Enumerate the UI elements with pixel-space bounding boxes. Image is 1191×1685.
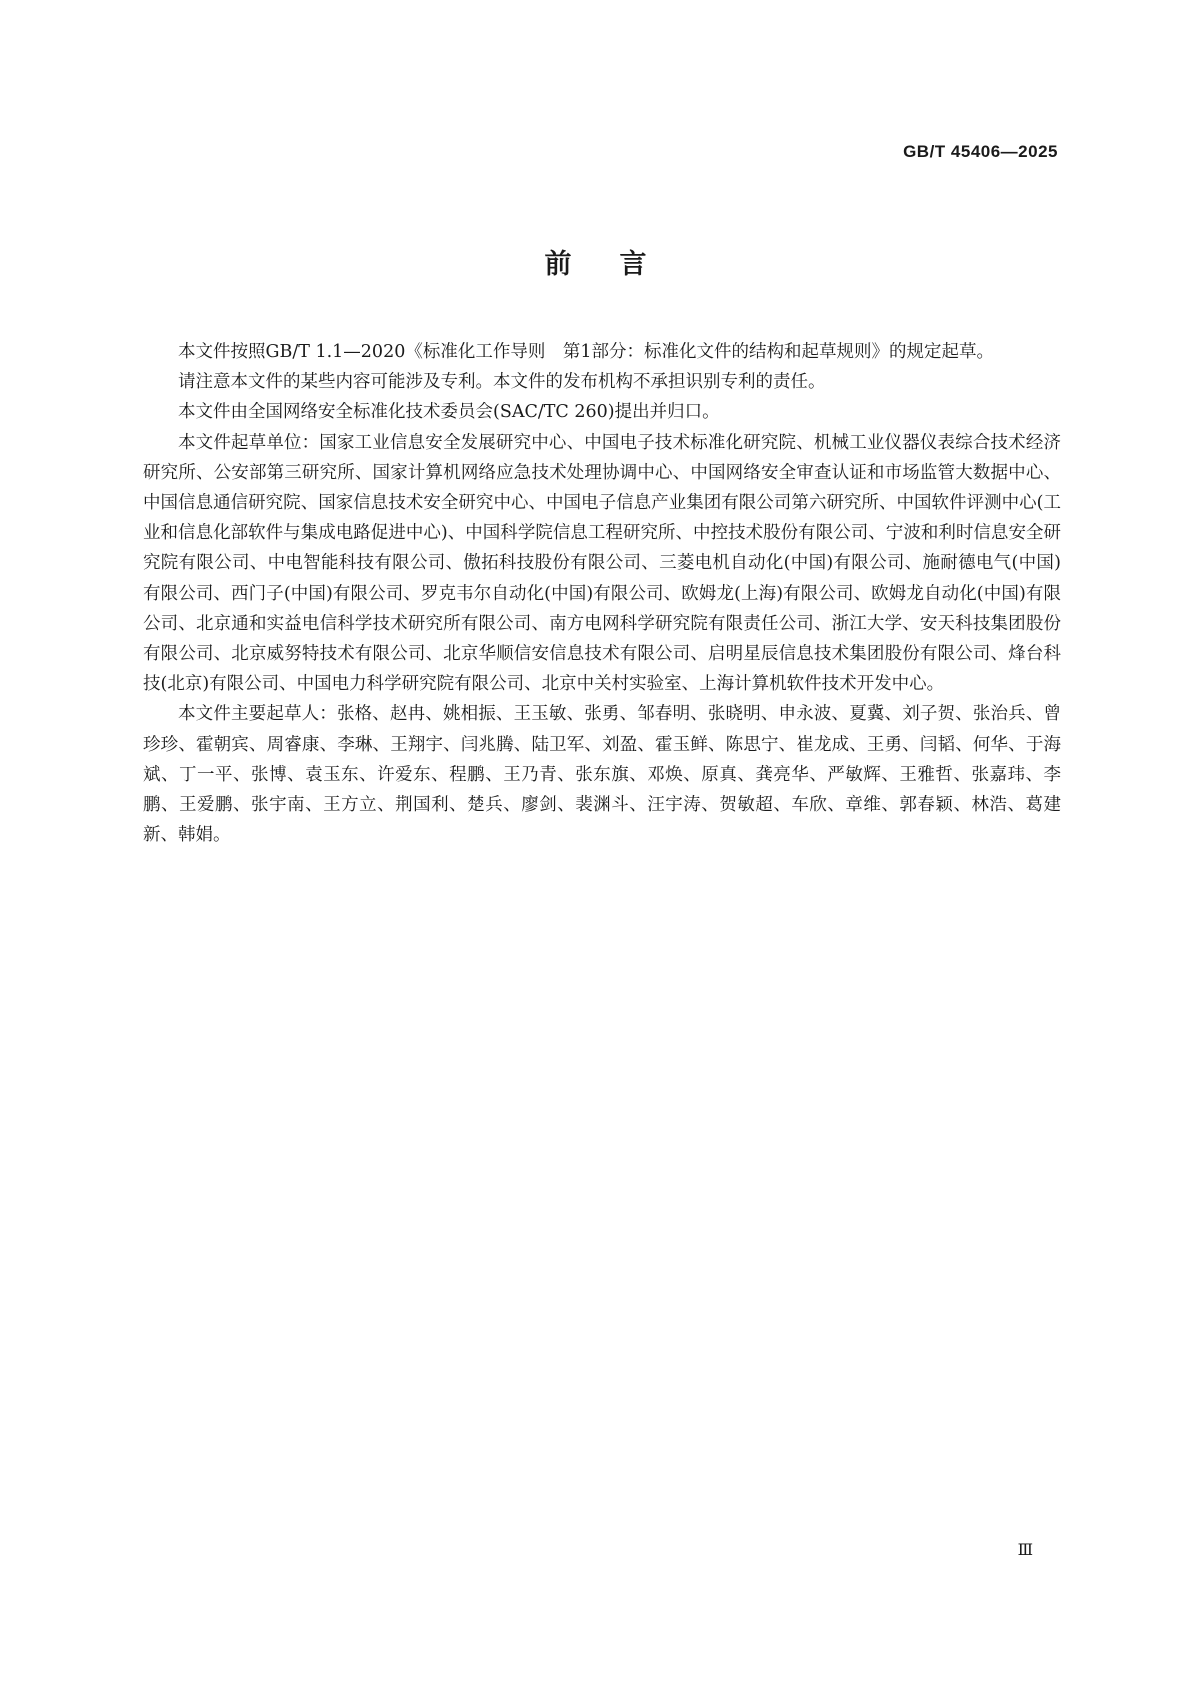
standard-code: GB/T 45406—2025 [903, 142, 1058, 161]
paragraph-patent-notice: 请注意本文件的某些内容可能涉及专利。本文件的发布机构不承担识别专利的责任。 [178, 372, 826, 393]
paragraph-drafting-rules: 本文件按照GB/T 1.1—2020《标准化工作导则 第1部分：标准化文件的结构和起草规则》的规定起草。 [178, 342, 994, 362]
page-title: 前言 [544, 249, 695, 280]
paragraph-drafters: 本文件主要起草人：张格、赵冉、姚相振、王玉敏、张勇、邹春明、张晓明、申永波、夏冀、刘子贺、张治兵、曾珍珍、霍朝宾、周睿康、李琳、王翔宇、闫兆腾、陆卫军、刘盈、霍玉鲜、陈思宁、崔龙成、王勇、闫韬、何华、于海斌、丁一平、张博、袁玉东、许爱东、程鹏、王乃青、张东旗、邓焕、原真、龚亮华、严敏辉、王雅哲、张嘉玮、李鹏、王爱鹏、张宇南、王方立、荆国利、楚兵、廖剑、裴渊斗、汪宇涛、贺敏超、车欣、章维、郭春颖、林浩、葛建新、韩娟。 [143, 704, 1061, 846]
paragraph-proposer: 本文件由全国网络安全标准化技术委员会(SAC/TC 260)提出并归口。 [178, 402, 720, 423]
page-number: Ⅲ [1017, 1542, 1033, 1559]
preface-body [143, 337, 1061, 850]
paragraph-drafting-units: 本文件起草单位：国家工业信息安全发展研究中心、中国电子技术标准化研究院、机械工业仪器仪表综合技术经济研究所、公安部第三研究所、国家计算机网络应急技术处理协调中心、中国网络安全审查认证和市场监管大数据中心、中国信息通信研究院、国家信息技术安全研究中心、中国电子信息产业集团有限公司第六研究所、中国软件评测中心(工业和信息化部软件与集成电路促进中心)、中国科学院信息工程研究所、中控技术股份有限公司、宁波和利时信息安全研究院有限公司、中电智能科技有限公司、傲拓科技股份有限公司、三菱电机自动化(中国)有限公司、施耐德电气(中国)有限公司、西门子(中国)有限公司、罗克韦尔自动化(中国)有限公司、欧姆龙(上海)有限公司、欧姆龙自动化(中国)有限公司、北京通和实益电信科学技术研究所有限公司、南方电网科学研究院有限责任公司、浙江大学、安天科技集团股份有限公司、北京威努特技术有限公司、北京华顺信安信息技术有限公司、启明星辰信息技术集团股份有限公司、烽台科技(北京)有限公司、中国电力科学研究院有限公司、北京中关村实验室、上海计算机软件技术开发中心。 [143, 432, 1061, 695]
